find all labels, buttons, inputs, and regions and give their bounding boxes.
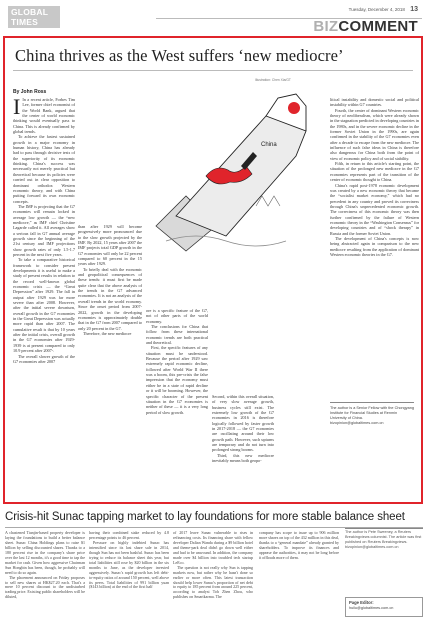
author-note-rule [345, 528, 423, 529]
issue-date: Tuesday, December 4, 2018 [348, 7, 405, 12]
secondary-author-note: The author is Pete Sweeney, a Reuters Breakingviews columnist. The article was first published on Reuters Breakingviews. bizopinion@globaltimes.com.cn [345, 530, 422, 549]
dateline [349, 6, 418, 13]
article-column-3: ore is a specific feature of the G7, not of other parts of the world economy. The conclusions for China that follow from these international economic trends are both practical and theoretical. First, the specific features of any situation must be understood. Because the period after 1929 saw extremely rapid economic decline, followed after World War II there was a boom, this pre-crisis the false impression that the economy must either be in a state of rapid decline or it will be booming. However, the specific character of the present situation in the G7 economies is neither of these — it is a very long period of slow growth. [146, 308, 208, 415]
secondary-column-2: having their combined stake reduced by 4.8 percentage points to 46 percent. Pressure on highly indebted Sunac has intensified since its last share sale in 2014, though Sun has not been bashful. Sunac has been trying to reduce its balance sheet this year, but total liabilities still rose by $20 billion in the six months to June, as the developer invested aggressively. Sunac's rapid growth has left debt-to-equity ratios of around 150 percent, well above its peers. Total liabilities of 991 billion yuan ($143 billion) at the end of the first half [89, 530, 169, 590]
article-column-4: Second, within this overall situation, of very slow average growth, business cycles still exist. The extremely low growth of the G7 economies in 2016 is therefore logically followed by faster growth in 2017-2018 — the G7 economies are oscillating around their low growth path. However, such upturns are temporary and do not turn into prolonged strong booms. Third, this new mediocre inevitably means both geopo- [212, 394, 274, 464]
byline: By John Ross [13, 89, 47, 95]
illustration-credit: Illustration: Chen Xia/GT [255, 78, 291, 82]
secondary-headline: Crisis-hit Sunac tapping market to lay foundations for more stable balance sheet [5, 511, 405, 523]
article-column-5: litical instability and domestic social and political instability within G7 countries. Fourth, the center of dominant Western economic theory of neoliberalism, which were already shown in the stagnation predicted in developing countries in the 1980s, and in the severe economic decline in the former Soviet Union in the 1990s, are again confirmed in the stability of the G7 economies even after a decade to escape from the new mediocre. The influence of such false ideas in China is therefore also dangerous for China both from the point of view of economic policy and of social stability. Fifth, in return to this article's starting point, the situation of the prolonged new mediocre in the G7 economies represents part of the transition of the center of economic thought to China. China's rapid post-1978 economic development was created by a new economic theory that became the “socialist market economy,” which had no precedent in any country and proved its correctness through China's unprecedented economic growth. The correctness of this economic theory was then further confirmed by the failure of Western economic theory in the “Washington Consensus” for developing countries and of “shock therapy” in Russia and the former Soviet Union. The development of China's concepts is now being abstracted again in comparison to the new mediocre resulting from the application of dominant Western economic theories in the G7. [330, 97, 419, 257]
secondary-column-1: A chastened Tianjin-based property developer is laying the foundations to build a better balance sheet. Sunac China Holdings plans to raise $1 billion by selling discounted shares. Thanks to a 180 percent rise in the company's share price over the last 12 months, it's a good time to tap the market for cash. Given how aggressive Chairman Sun Hongbin has been, though, he probably will need to do so again. The placement announced on Friday proposes to sell new shares at HK$27.20 each. That's a mere 10 percent discount to the undisturbed trading price. Existing public shareholders will be diluted, [5, 530, 85, 600]
masthead [6, 4, 422, 35]
main-article [3, 36, 423, 504]
section-title [313, 18, 418, 35]
global-times-logo: GLOBAL TIMES [8, 6, 60, 28]
section-title-light: BIZ [313, 18, 339, 35]
article-column-2: than after 1929 will become progressively more pronounced due to the slow growth projected by the IMF. By 2022, 15 years after 2007 the IMF projects total GDP growth in the G7 economies will only be 22 percent compared to 60 percent in the 15 years after 1929. To briefly deal with the economic and geopolitical consequences of these trends: it must first be made quite clear that the above analysis of the trends in the G7 advanced economies. It is not an analysis of the overall trends in the world economy. Since the onset period from 2007-2022, growth in the developing economies is approximately double that in the G7 from 2007 compared to only 20 percent in the G7. Therefore, the new mediocre [78, 224, 142, 336]
author-bio: The author is a Senior Fellow with the Chongyang Institute for Financial Studies at Renmin University of China. bizopinion@globaltimes.com.cn [330, 406, 415, 425]
article-column-1: I In a recent article, Forbes Tim Lee, former chief economist of the World Bank, argued that the center of world economic thinking would eventually pass to China. This is already confirmed by global trends. To achieve the fastest sustained growth in a major economy in human history, China has already had to pass through decisive tests of the superiority of its economic thinking. China's success was necessarily not merely practical but theoretical because its policies were carried out in clear opposition to dominant orthodox Western economic theory, and with China putting forward its own economic concepts. The IMF is projecting that the G7 economies will remain locked in average low growth — the “new mediocre,” as IMF chief Christine Lagarde called it. All averages show a serious fall in G7 annual average growth since the beginning of the 21st century and IMF projections show growth rates of only 1.5-1.7 percent in the next five years. To take a comparative historical framework to consider present developments it is useful to make a study of present results in relation to the record well-known global economic crisis — the “Great Depression” after 1929. The fall in output after 1929 was far more severe than after 2008. However, after the initial severe downturn, overall growth in the G7 economies in the Great Depression was actually more rapid than after 2007. The cumulative result is that by 10 years after the initial crisis, overall growth in the G7 economies after 1929-1939 is at present compared to only 10.9 percent after 2007-. The overall slower growth of the G7 economies after 2007 [13, 94, 75, 364]
illustration-label: China [261, 142, 277, 148]
page-editor-email[interactable]: huilu@globaltimes.com.cn [349, 606, 394, 610]
drop-cap: I [13, 94, 21, 119]
page-editor-label: Page Editor: [349, 600, 374, 605]
section-bar [156, 18, 422, 35]
secondary-column-3: of 2017 leave Sunac vulnerable to rises in refinancing costs. Its financing share with fellow developer Dalian Wanda during a $9 billion hotel and theme-park deal didn't go down well either and had to be unwound. In addition, the company made over $4 billion into troubled tech startup LeEco. The question is not really why Sun is tapping markets now, but rather why he hasn't done so earlier or more often. This latest transaction should help lower Sunac's proportion of net debt to equity to 185 percent from around 225 percent, according to analyst Toh Zhen Zhou, who publishes on Smartkarma. The [173, 530, 253, 600]
headline-rule [13, 70, 413, 71]
bio-rule [330, 402, 414, 403]
page-number: 13 [410, 6, 418, 13]
illustration [146, 76, 322, 260]
page-editor-box [345, 597, 423, 617]
illustration-sun [288, 102, 300, 114]
secondary-column-4: company has scope to issue up to 906 million more shares on top of the 432 million in this deal, thanks to a “general mandate” already granted by shareholders. To improve its finances and appease the authorities, it may not be long before it offloads more of them. [259, 530, 339, 560]
section-title-bold: COMMENT [338, 18, 418, 35]
main-headline: China thrives as the West suffers ‘new mediocre’ [15, 46, 344, 65]
